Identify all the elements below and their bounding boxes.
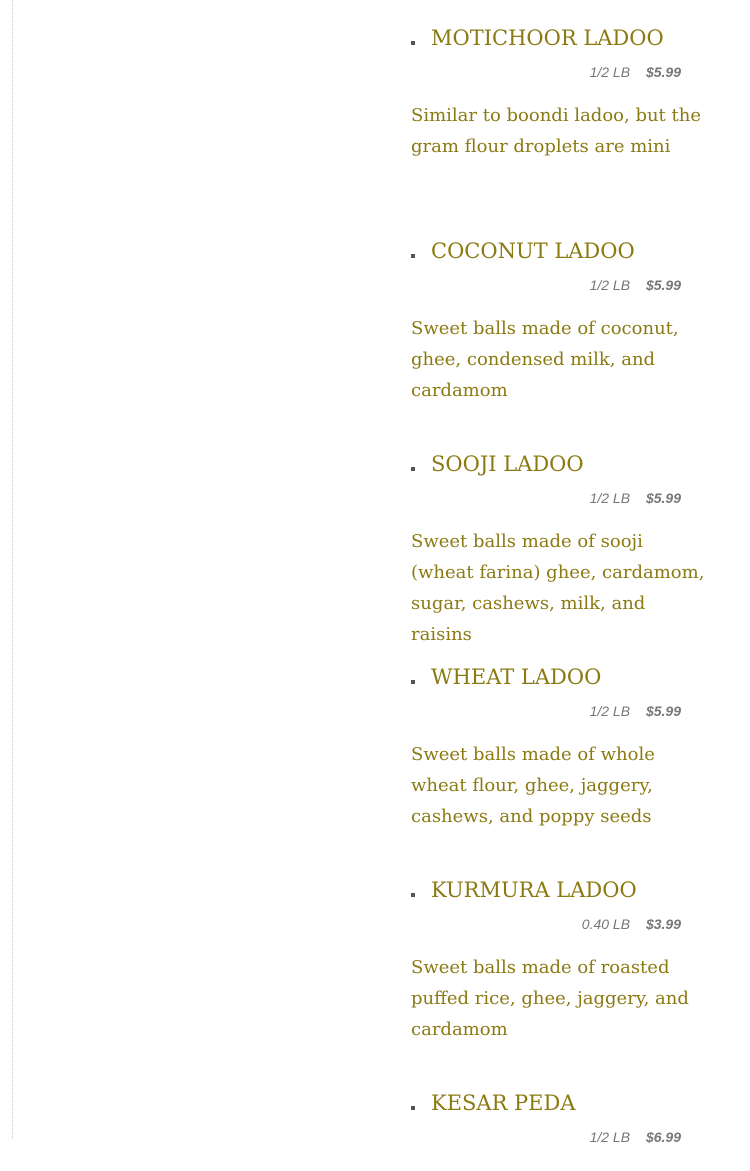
square-bullet-icon [411,893,415,897]
menu-item-description: Sweet balls made of sooji (wheat farina) ghee, cardamom, sugar, cashews, milk, and raisins [411,531,705,645]
menu-item-weight: 1/2 LB [589,277,631,293]
menu-item-price-row [411,277,681,301]
menu-item-name: KESAR PEDA [431,1091,576,1115]
menu-item-name: COCONUT LADOO [431,239,635,263]
menu-item-header [411,1091,711,1123]
menu-item-price-row [411,916,681,940]
menu-item-price-row [411,64,681,88]
square-bullet-icon [411,41,415,45]
menu-item-header [411,26,711,58]
menu-item-weight: 1/2 LB [589,1129,631,1145]
menu-item-name: MOTICHOOR LADOO [431,26,664,50]
menu-item [411,1091,711,1171]
menu-list [411,26,711,1171]
menu-item-header [411,452,711,484]
menu-item [411,878,711,1091]
menu-item [411,239,711,452]
menu-item-description: Similar to boondi ladoo, but the gram flour droplets are mini [411,105,701,157]
square-bullet-icon [411,680,415,684]
menu-item-weight: 1/2 LB [589,490,631,506]
menu-item-price: $5.99 [645,703,681,719]
menu-item-price-row [411,1129,681,1153]
menu-item-price: $6.99 [645,1129,681,1145]
square-bullet-icon [411,1106,415,1110]
menu-item-price: $5.99 [645,490,681,506]
menu-item-price-row [411,703,681,727]
menu-item-description: Sweet balls made of roasted puffed rice, ghee, jaggery, and cardamom [411,957,689,1040]
menu-item-description: Sweet balls made of whole wheat flour, ghee, jaggery, cashews, and poppy seeds [411,744,655,827]
menu-item [411,452,711,665]
menu-item-price-row [411,490,681,514]
menu-item-header [411,878,711,910]
menu-item-price: $5.99 [645,64,681,80]
menu-item-weight: 1/2 LB [589,64,631,80]
menu-item-description: Sweet balls made of coconut, ghee, condensed milk, and cardamom [411,318,679,401]
menu-item-weight: 0.40 LB [581,916,631,932]
menu-item-name: SOOJI LADOO [431,452,584,476]
menu-item-price: $5.99 [645,277,681,293]
menu-item-name: WHEAT LADOO [431,665,602,689]
menu-item [411,26,711,239]
menu-item-header [411,665,711,697]
square-bullet-icon [411,467,415,471]
square-bullet-icon [411,254,415,258]
menu-item-name: KURMURA LADOO [431,878,637,902]
menu-item-weight: 1/2 LB [589,703,631,719]
menu-item-price: $3.99 [645,916,681,932]
menu-item-header [411,239,711,271]
menu-item [411,665,711,878]
left-dotted-divider [12,0,13,1139]
